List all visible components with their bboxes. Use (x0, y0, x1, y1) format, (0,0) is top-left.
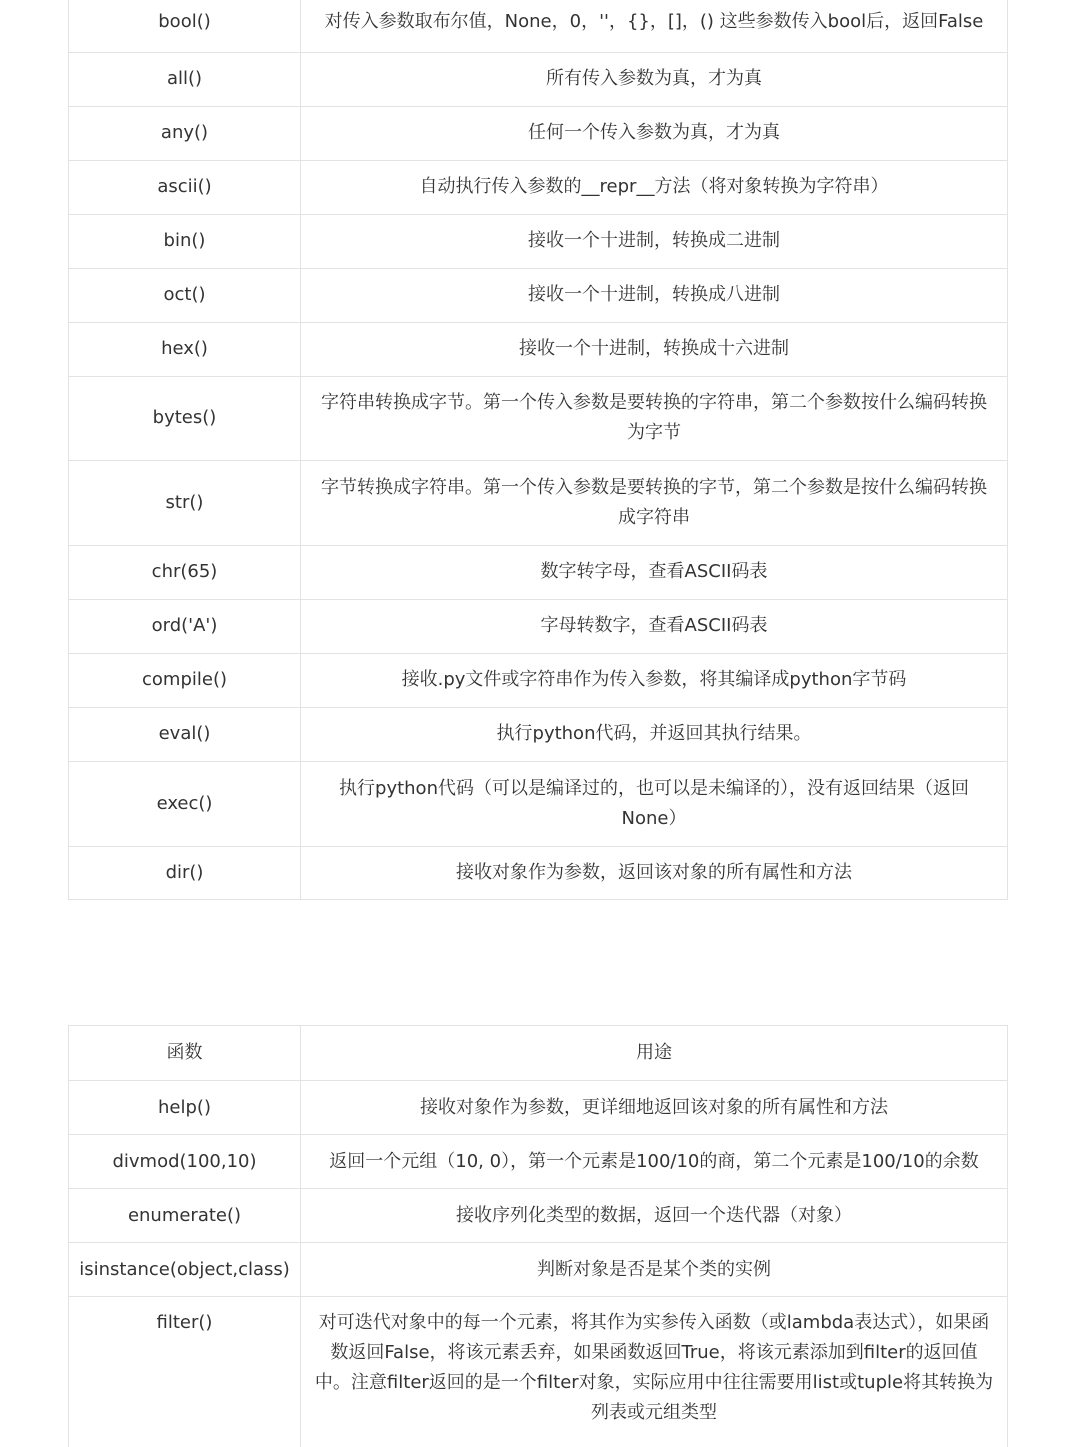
function-name-cell: oct() (69, 268, 301, 322)
table-row (69, 761, 1008, 846)
builtin-functions-table-1 (68, 0, 1008, 900)
table-row (69, 653, 1008, 707)
table-row (69, 707, 1008, 761)
description-cell: 所有传入参数为真，才为真 (301, 52, 1008, 106)
function-name-cell: dir() (69, 846, 301, 899)
description-cell: 接收一个十进制，转换成二进制 (301, 214, 1008, 268)
description-cell: 自动执行传入参数的__repr__方法（将对象转换为字符串） (301, 160, 1008, 214)
function-name-cell: help() (69, 1081, 301, 1135)
description-cell: 接收一个十进制，转换成八进制 (301, 268, 1008, 322)
table-row (69, 268, 1008, 322)
table-row (69, 460, 1008, 545)
description-cell: 返回一个元组（10, 0），第一个元素是100/10的商，第二个元素是100/10的余数 (301, 1135, 1008, 1189)
function-name-cell: chr(65) (69, 545, 301, 599)
function-name-cell: filter() (69, 1297, 301, 1447)
function-name-cell: eval() (69, 707, 301, 761)
header-purpose-cell: 用途 (301, 1026, 1008, 1081)
table-row (69, 376, 1008, 460)
function-name-cell: enumerate() (69, 1189, 301, 1243)
function-name-cell: ord('A') (69, 599, 301, 653)
table-row (69, 322, 1008, 376)
table-row (69, 1243, 1008, 1297)
table-row (69, 846, 1008, 899)
builtin-functions-table-2 (68, 1025, 1008, 1447)
description-cell: 对传入参数取布尔值，None，0，''，{}，[]，() 这些参数传入bool后，返回False (301, 0, 1008, 52)
description-cell: 字母转数字，查看ASCII码表 (301, 599, 1008, 653)
function-name-cell: isinstance(object,class) (69, 1243, 301, 1297)
description-cell: 执行python代码（可以是编译过的，也可以是未编译的），没有返回结果（返回None） (301, 761, 1008, 846)
table-body (69, 0, 1008, 899)
function-name-cell: exec() (69, 761, 301, 846)
function-name-cell: bytes() (69, 376, 301, 460)
description-cell: 接收序列化类型的数据，返回一个迭代器（对象） (301, 1189, 1008, 1243)
table-header-row (69, 1026, 1008, 1081)
table-row (69, 1135, 1008, 1189)
function-name-cell: bool() (69, 0, 301, 52)
function-name-cell: hex() (69, 322, 301, 376)
function-name-cell: ascii() (69, 160, 301, 214)
function-name-cell: compile() (69, 653, 301, 707)
function-name-cell: any() (69, 106, 301, 160)
table-row (69, 160, 1008, 214)
description-cell: 接收对象作为参数，返回该对象的所有属性和方法 (301, 846, 1008, 899)
table-row (69, 545, 1008, 599)
table-row (69, 214, 1008, 268)
table-row (69, 1189, 1008, 1243)
table-row (69, 106, 1008, 160)
function-name-cell: all() (69, 52, 301, 106)
table-row (69, 1081, 1008, 1135)
function-name-cell: bin() (69, 214, 301, 268)
description-cell: 执行python代码，并返回其执行结果。 (301, 707, 1008, 761)
table-row (69, 52, 1008, 106)
description-cell: 接收对象作为参数，更详细地返回该对象的所有属性和方法 (301, 1081, 1008, 1135)
header-function-cell: 函数 (69, 1026, 301, 1081)
description-cell: 判断对象是否是某个类的实例 (301, 1243, 1008, 1297)
function-name-cell: divmod(100,10) (69, 1135, 301, 1189)
table-row (69, 1297, 1008, 1447)
description-cell: 接收.py文件或字符串作为传入参数，将其编译成python字节码 (301, 653, 1008, 707)
description-cell: 对可迭代对象中的每一个元素，将其作为实参传入函数（或lambda表达式），如果函数返回False，将该元素丢弃，如果函数返回True，将该元素添加到filter的返回值中。注意filter返回的是一个filter对象，实际应用中往往需要用list或tuple将其转换为列表或元组类型 (301, 1297, 1008, 1447)
description-cell: 任何一个传入参数为真，才为真 (301, 106, 1008, 160)
table-row (69, 0, 1008, 52)
description-cell: 接收一个十进制，转换成十六进制 (301, 322, 1008, 376)
table-row (69, 599, 1008, 653)
description-cell: 数字转字母，查看ASCII码表 (301, 545, 1008, 599)
function-name-cell: str() (69, 460, 301, 545)
description-cell: 字节转换成字符串。第一个传入参数是要转换的字节，第二个参数是按什么编码转换成字符串 (301, 460, 1008, 545)
description-cell: 字符串转换成字节。第一个传入参数是要转换的字符串，第二个参数按什么编码转换为字节 (301, 376, 1008, 460)
table-body (69, 1026, 1008, 1447)
